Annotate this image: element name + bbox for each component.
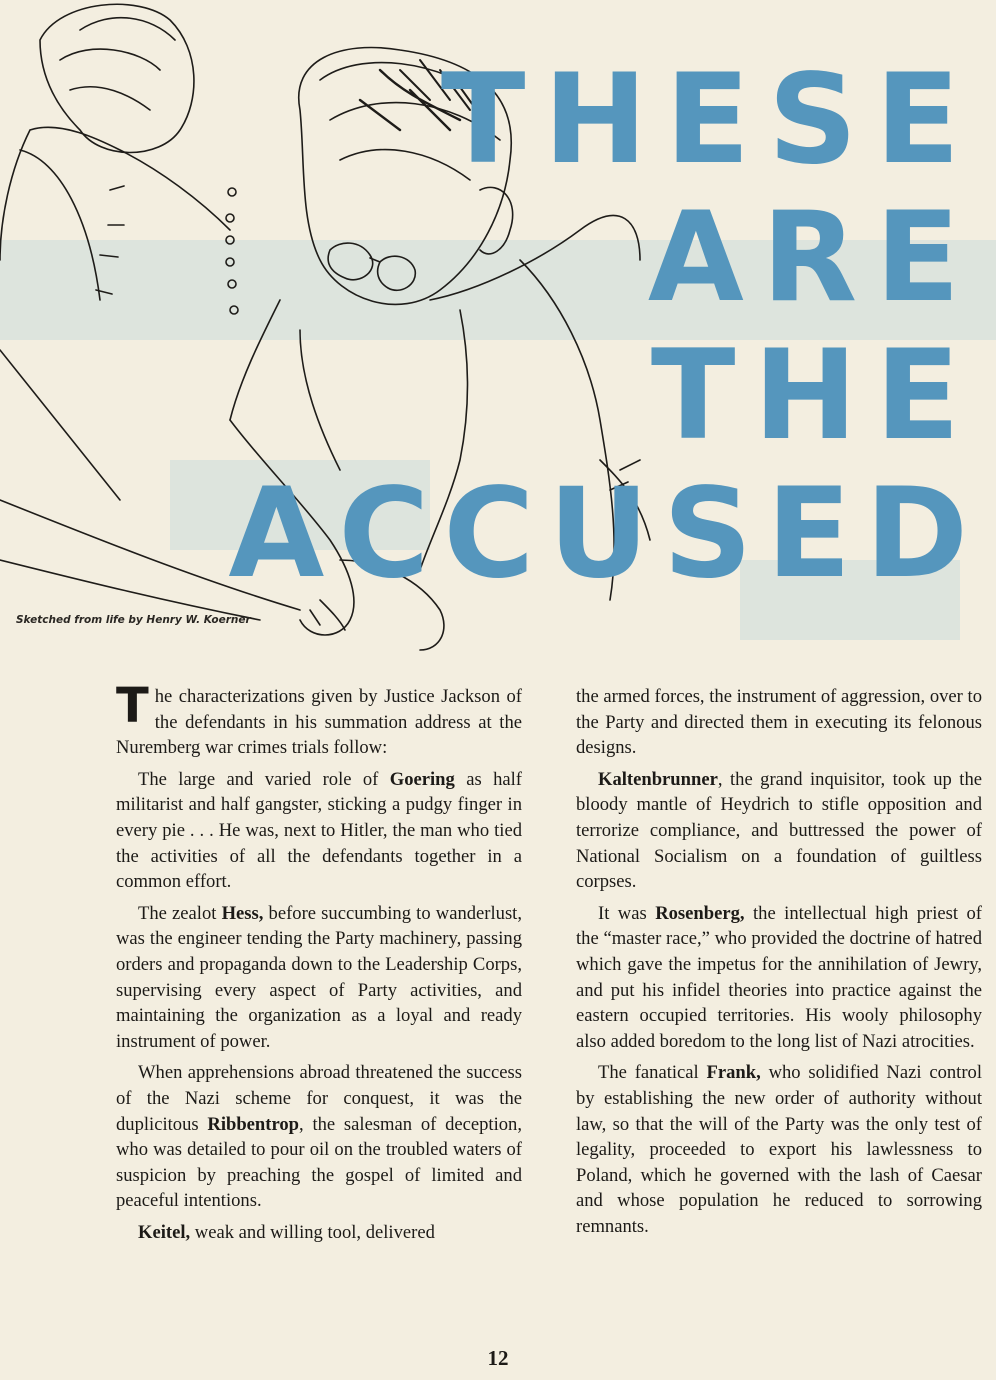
paragraph-text: the intellectual high priest of the “master race,” who provided the doctrine of hatred which gave the impetus for the annihilation of Jewry, and put his infidel theories into practice against the eastern occupied territories. His wooly philosophy also added boredom to the long list of Nazi atrocities. [576, 902, 982, 1052]
intro-paragraph [116, 678, 522, 761]
paragraph-text: When apprehensions abroad threatened the success of the Nazi scheme for conquest, it was the duplicitous [116, 1062, 522, 1135]
title-line-these: THESE [440, 48, 978, 192]
page-number: 12 [487, 1346, 509, 1370]
defendant-name: Hess, [221, 902, 264, 924]
rosenberg-paragraph [576, 901, 982, 1055]
kaltenbrunner-paragraph [576, 767, 982, 895]
goering-paragraph [116, 767, 522, 895]
frank-paragraph [576, 1060, 982, 1239]
paragraph-text: The zealot [138, 902, 222, 924]
keitel-paragraph [116, 1220, 522, 1246]
paragraph-text: weak and willing tool, delivered [190, 1221, 435, 1243]
keitel-continued-paragraph: the armed forces, the instrument of aggression, over to the Party and directed them in executing its felonous designs. [576, 686, 982, 759]
hess-paragraph [116, 901, 522, 1055]
illustration-caption: Sketched from life by Henry W. Koerner [16, 614, 251, 626]
drop-cap: T [116, 678, 149, 734]
article-column-right [576, 684, 982, 1245]
title-line-are: ARE [647, 186, 978, 330]
title-line-accused: ACCUSED [228, 462, 982, 606]
paragraph-text: who solidified Nazi control by establishing the new order of authority without law, so that the will of the Party was the only test of legality, proceeded to export his lawlessness to Poland, which he governed with the lash of Caesar and whose population he reduced to sorrowing remnants. [576, 1062, 982, 1237]
defendant-name: Keitel, [138, 1221, 191, 1243]
paragraph-text: It was [598, 902, 656, 924]
defendant-name: Ribbentrop [207, 1113, 300, 1135]
paragraph-text: before succumbing to wanderlust, was the engineer tending the Party machinery, passing orders and propaganda down to the Leadership Corps, supervising every aspect of Party activities, and maintaining the organization as a loyal and ready instrument of power. [116, 902, 522, 1052]
ribbentrop-paragraph [116, 1060, 522, 1214]
title-line-the: THE [650, 324, 978, 468]
article-column-left [116, 678, 522, 1251]
paragraph-text: The fanatical [598, 1062, 707, 1084]
defendant-name: Rosenberg, [655, 902, 745, 924]
paragraph-text: as half militarist and half gangster, sticking a pudgy finger in every pie . . . He was, next to Hitler, the man who tied the activities of all the defendants together in a common effort. [116, 768, 522, 893]
defendant-name: Frank, [706, 1062, 761, 1084]
defendant-name: Goering [389, 768, 455, 790]
paragraph-text: The large and varied role of [138, 768, 390, 790]
intro-text: he characterizations given by Justice Jackson of the defendants in his summation address at the Nuremberg war crimes trials follow: [116, 686, 522, 759]
paragraph-text: , the grand inquisitor, took up the bloody mantle of Heydrich to stifle opposition and terrorize compliance, and buttressed the power of National Socialism on a foundation of guiltless corpses. [576, 768, 982, 893]
defendant-name: Kaltenbrunner [598, 768, 718, 790]
paragraph-text: , the salesman of deception, who was detailed to pour oil on the troubled waters of suspicion by preaching the gospel of limited and peaceful intentions. [116, 1113, 522, 1212]
